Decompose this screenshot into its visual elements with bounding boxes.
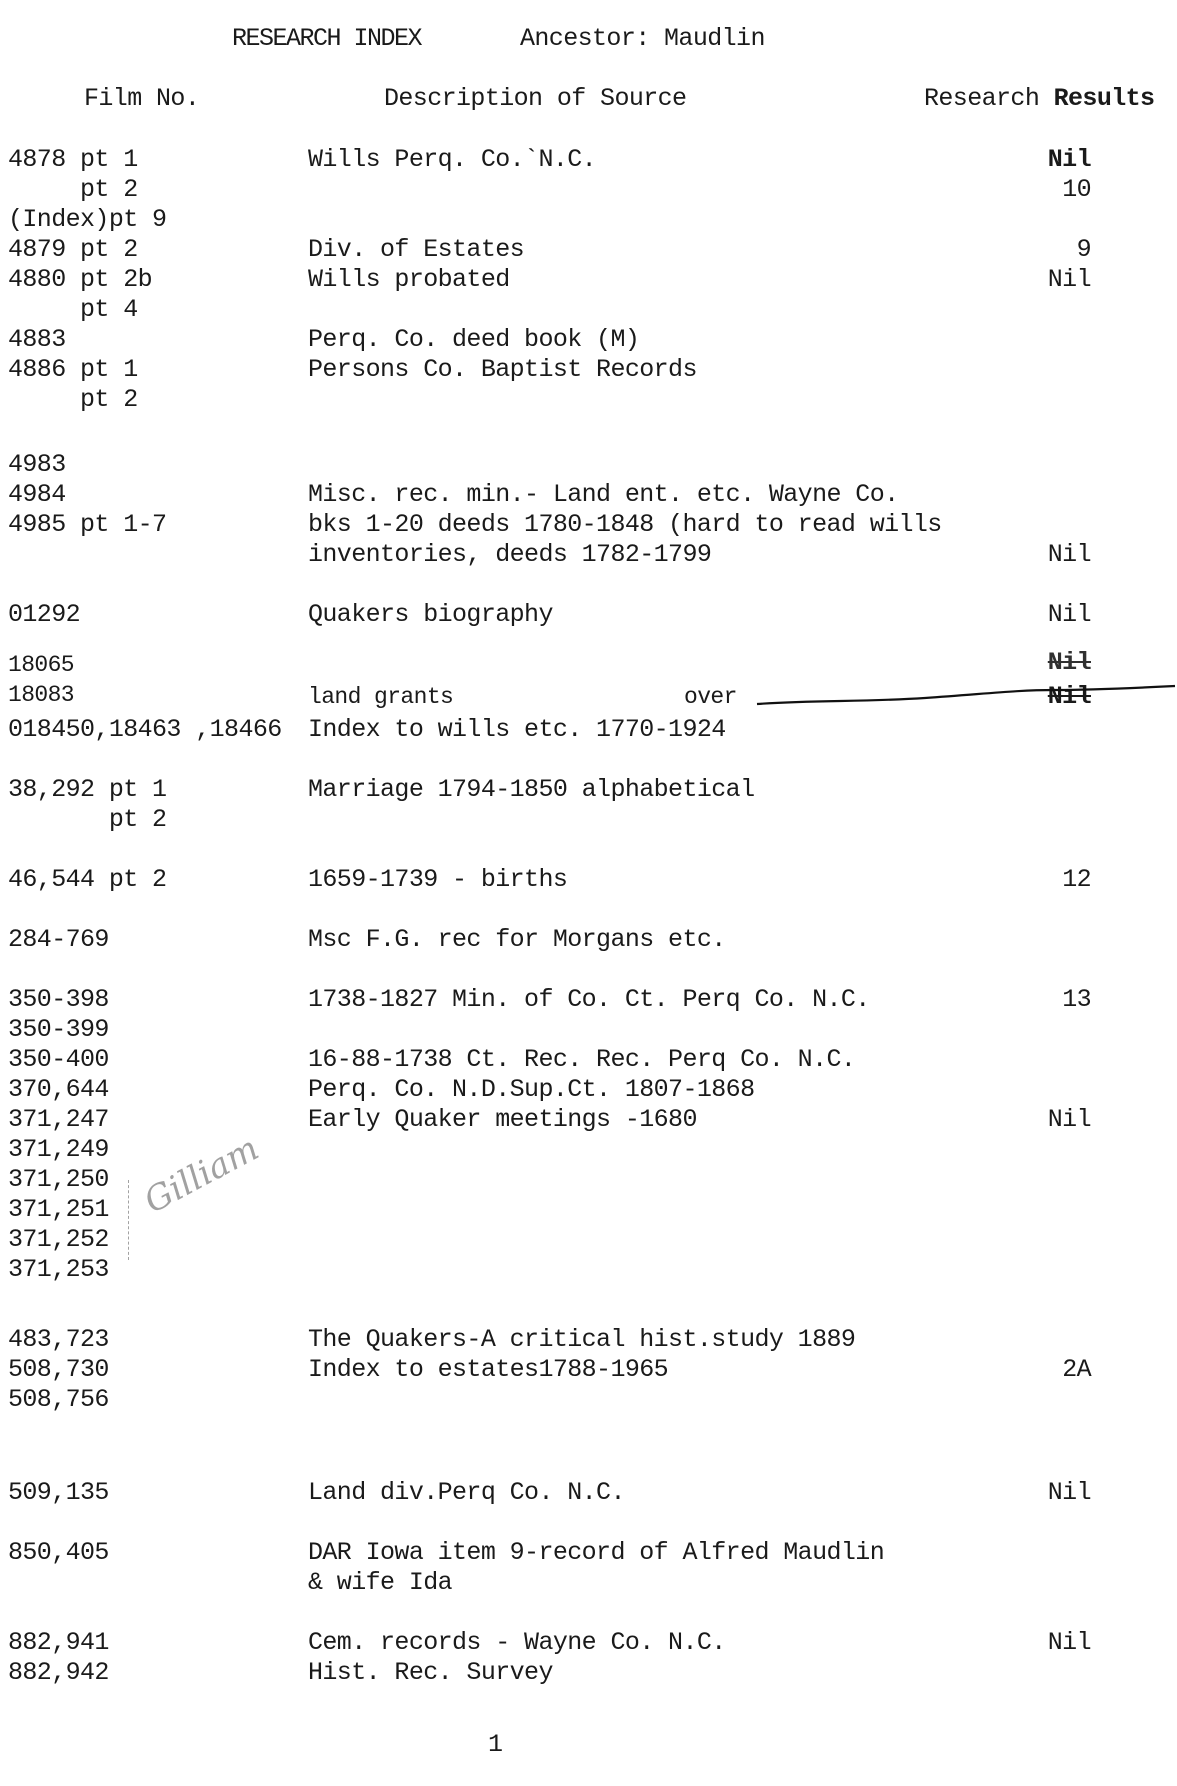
document-title: RESEARCH INDEX [232, 24, 422, 53]
source-description: bks 1-20 deeds 1780-1848 (hard to read wills [308, 510, 942, 539]
source-description: Index to wills etc. 1770-1924 [308, 715, 726, 744]
research-result: 2A [1062, 1355, 1091, 1384]
film-number: (Index)pt 9 [8, 205, 167, 234]
ancestor-label: Ancestor: Maudlin [520, 24, 765, 53]
crossed-out-result: Nil [1047, 682, 1091, 711]
source-description: The Quakers-A critical hist.study 1889 [308, 1325, 856, 1354]
film-number: 882,941 [8, 1628, 109, 1657]
film-number: 18083 [8, 682, 75, 708]
source-description: 1738-1827 Min. of Co. Ct. Perq Co. N.C. [308, 985, 870, 1014]
column-header-description: Description of Source [384, 84, 687, 113]
film-number: pt 4 [8, 295, 138, 324]
source-description: Misc. rec. min.- Land ent. etc. Wayne Co. [308, 480, 899, 509]
research-result: 10 [1062, 175, 1091, 204]
source-description: Wills Perq. Co.`N.C. [308, 145, 597, 174]
film-number: 46,544 pt 2 [8, 865, 167, 894]
research-result: 12 [1062, 865, 1091, 894]
source-description: 16-88-1738 Ct. Rec. Rec. Perq Co. N.C. [308, 1045, 856, 1074]
source-description: & wife Ida [308, 1568, 453, 1597]
research-result: Nil [1047, 1105, 1091, 1134]
film-number: 18065 [8, 652, 75, 678]
film-number: 350-400 [8, 1045, 109, 1074]
research-result: 13 [1062, 985, 1091, 1014]
film-number: 4984 [8, 480, 66, 509]
source-description: Early Quaker meetings -1680 [308, 1105, 697, 1134]
film-number: 4878 pt 1 [8, 145, 138, 174]
film-number: 371,253 [8, 1255, 109, 1284]
film-number: 508,756 [8, 1385, 109, 1414]
source-description: Perq. Co. deed book (M) [308, 325, 640, 354]
source-description: Wills probated [308, 265, 510, 294]
research-result: Nil [1047, 1628, 1091, 1657]
research-result: Nil [1047, 600, 1091, 629]
research-result: Nil [1047, 540, 1091, 569]
film-number: 38,292 pt 1 [8, 775, 167, 804]
column-header-results-word1: Research [924, 84, 1054, 113]
source-description: Marriage 1794-1850 alphabetical [308, 775, 755, 804]
source-description: Msc F.G. rec for Morgans etc. [308, 925, 726, 954]
handwritten-pointer-line [755, 680, 1177, 710]
crossed-out-result: Nil [1047, 648, 1091, 677]
source-description: Persons Co. Baptist Records [308, 355, 697, 384]
source-description: Cem. records - Wayne Co. N.C. [308, 1628, 726, 1657]
film-number: 4883 [8, 325, 66, 354]
handwritten-bracket [120, 1180, 129, 1260]
film-number: 371,250 [8, 1165, 109, 1194]
film-number: 4985 pt 1-7 [8, 510, 167, 539]
column-header-film-no: Film No. [84, 84, 200, 113]
research-result: Nil [1047, 145, 1091, 174]
film-number: 350-399 [8, 1015, 109, 1044]
film-number: 850,405 [8, 1538, 109, 1567]
film-number: 01292 [8, 600, 81, 629]
film-number: 508,730 [8, 1355, 109, 1384]
source-description: Quakers biography [308, 600, 553, 629]
column-header-results [924, 84, 1154, 114]
film-number: 371,251 [8, 1195, 109, 1224]
source-description: land grants [308, 684, 454, 710]
film-number: pt 2 [8, 805, 167, 834]
page-number: 1 [488, 1730, 503, 1759]
column-header-results-word2: Results [1053, 84, 1155, 113]
research-result: 9 [1076, 235, 1091, 264]
film-number: 4879 pt 2 [8, 235, 138, 264]
film-number: 4880 pt 2b [8, 265, 153, 294]
source-description: DAR Iowa item 9-record of Alfred Maudlin [308, 1538, 885, 1567]
source-description: inventories, deeds 1782-1799 [308, 540, 712, 569]
source-description: Index to estates1788-1965 [308, 1355, 669, 1384]
film-number: 371,252 [8, 1225, 109, 1254]
film-number: 370,644 [8, 1075, 109, 1104]
film-number: pt 2 [8, 175, 138, 204]
source-description: Perq. Co. N.D.Sup.Ct. 1807-1868 [308, 1075, 755, 1104]
source-description: 1659-1739 - births [308, 865, 568, 894]
film-number: 4886 pt 1 [8, 355, 138, 384]
film-number: 483,723 [8, 1325, 109, 1354]
film-number: 284-769 [8, 925, 109, 954]
film-number: 371,249 [8, 1135, 109, 1164]
research-result: Nil [1047, 265, 1091, 294]
film-number: 350-398 [8, 985, 109, 1014]
film-number: 4983 [8, 450, 66, 479]
film-number: pt 2 [8, 385, 138, 414]
film-number: 509,135 [8, 1478, 109, 1507]
research-result: Nil [1047, 1478, 1091, 1507]
source-description: Div. of Estates [308, 235, 525, 264]
source-description: Hist. Rec. Survey [308, 1658, 553, 1687]
handwritten-note: Gilliam [137, 1128, 266, 1222]
source-description: Land div.Perq Co. N.C. [308, 1478, 625, 1507]
film-number: 882,942 [8, 1658, 109, 1687]
film-number: 371,247 [8, 1105, 109, 1134]
over-note: over [684, 684, 737, 710]
film-number: 018450,18463 ,18466 [8, 715, 282, 744]
